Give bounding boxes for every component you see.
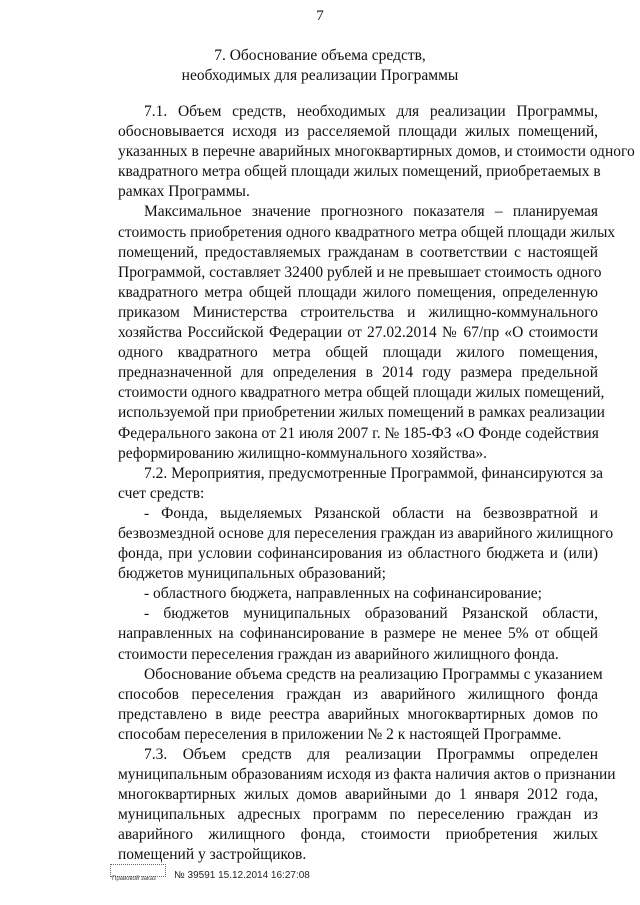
registration-stamp (110, 864, 166, 886)
page-number: 7 (316, 8, 324, 24)
footer (110, 864, 310, 886)
text-line: Максимальное значение прогнозного показателя – планируемая (144, 203, 598, 221)
paragraph-p6 (118, 604, 598, 664)
paragraph-p2 (118, 202, 616, 463)
stamp-caption: Правовой заказ (112, 876, 156, 882)
text-line: квадратного метра общей площади жилых помещений, приобретаемых в (118, 163, 601, 181)
text-line: обосновывается исходя из расселяемой площади жилых помещений, (118, 123, 598, 141)
text-line: аварийного жилищного фонда, стоимости приобретения жилых (118, 826, 598, 844)
text-line: 7.1. Объем средств, необходимых для реализации Программы, (144, 103, 598, 120)
text-line: Федерального закона от 21 июля 2007 г. № 185-ФЗ «О Фонде содействия (118, 424, 599, 442)
text-line: хозяйства Российской Федерации от 27.02.2014 № 67/пр «О стоимости (118, 324, 598, 342)
text-line: Программой, составляет 32400 рублей и не превышает стоимость одного (118, 263, 602, 281)
text-line: стоимость приобретения одного квадратного метра общей площади жилых (118, 223, 616, 241)
text-line: муниципальным образованиям исходя из факта наличия актов о признании (118, 766, 616, 784)
text-line: стоимости одного квадратного метра общей площади жилых помещений, (118, 384, 605, 402)
text-line: направленных на софинансирование в размере не менее 5% от общей (118, 625, 598, 643)
text-line: 7.2. Мероприятия, предусмотренные Программой, финансируются за (144, 464, 604, 482)
text-line: бюджетов муниципальных образований; (118, 565, 386, 583)
section-heading (120, 46, 520, 86)
text-line: указанных в перечне аварийных многоквартирных домов, и стоимости одного (118, 143, 635, 161)
text-line: приказом Министерства строительства и жилищно-коммунального (118, 303, 598, 321)
text-line: помещений, предоставляемых гражданам в соответствии с настоящей (118, 243, 598, 261)
paragraph-p1 (118, 102, 635, 202)
heading-line-2: необходимых для реализации Программы (181, 67, 459, 84)
text-line: реформированию жилищно-коммунального хозяйства». (118, 444, 487, 462)
paragraph-p3 (118, 464, 604, 504)
text-line: Обоснование объема средств на реализацию Программы с указанием (144, 665, 603, 683)
text-line: одного квадратного метра общей площади жилого помещения, (118, 344, 598, 362)
document-body (118, 102, 635, 866)
text-line: безвозмездной основе для переселения граждан из аварийного жилищного (118, 524, 614, 542)
text-line: многоквартирных жилых домов аварийными до 1 января 2012 года, (118, 786, 598, 804)
text-line: представлено в виде реестра аварийных многоквартирных домов по (118, 705, 598, 723)
text-line: стоимости переселения граждан из аварийного жилищного фонда. (118, 645, 559, 663)
paragraph-p7 (118, 665, 603, 745)
text-line: - Фонда, выделяемых Рязанской области на безвозвратной и (144, 504, 598, 522)
text-line: квадратного метра общей площади жилого помещения, определенную (118, 283, 598, 301)
text-line: рамках Программы. (118, 183, 250, 201)
text-line: счет средств: (118, 484, 205, 502)
text-line: 7.3. Объем средств для реализации Программы определен (144, 746, 598, 763)
paragraph-p8 (118, 745, 616, 866)
text-line: муниципальных адресных программ по переселению граждан из (118, 806, 598, 824)
text-line: способов переселения граждан из аварийного жилищного фонда (118, 685, 598, 703)
heading-line-1: 7. Обоснование объема средств, (214, 47, 426, 64)
text-line: помещений у застройщиков. (118, 846, 307, 864)
text-line: - бюджетов муниципальных образований Рязанской области, (144, 605, 598, 623)
paragraph-p5 (118, 584, 598, 604)
registration-number: № 39591 15.12.2014 16:27:08 (174, 869, 310, 881)
text-line: - областного бюджета, направленных на софинансирование; (144, 585, 542, 603)
text-line: фонда, при условии софинансирования из областного бюджета и (или) (118, 545, 598, 563)
text-line: предназначенной для определения в 2014 году размера предельной (118, 364, 598, 382)
text-line: способам переселения в приложении № 2 к настоящей Программе. (118, 725, 562, 743)
text-line: используемой при приобретении жилых помещений в рамках реализации (118, 404, 605, 422)
paragraph-p4 (118, 504, 614, 584)
